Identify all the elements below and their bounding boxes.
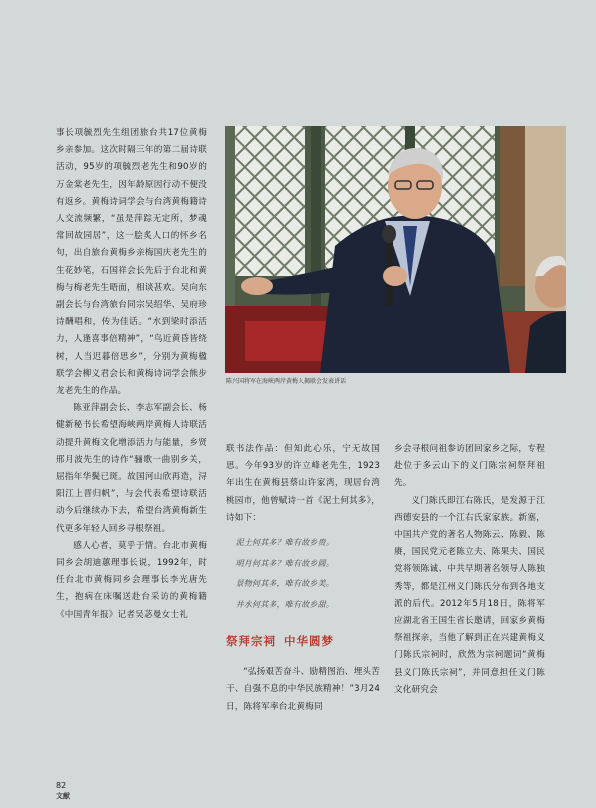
paragraph: 乡会寻根问祖参访团回家乡之际，专程赴位于多云山下的义门陈宗祠祭拜祖先。 [394,444,545,489]
paragraph: 感人心者，莫乎于情。台北市黄梅同乡会胡迪蕙理事长说，1992年，时任台北市黄梅同乡会理事长李光唐先生，抱病在床嘱送赴台采访的黄梅籍《中国青年报》记者吴苾曼女士礼 [56,540,207,620]
paragraph: “弘扬艰苦奋斗、励精图治、埋头苦干、自强不息的中华民族精神！”3月24日，陈将军率台北黄梅同 [226,667,380,712]
paragraph: 义门陈氏即江右陈氏，是发源于江西德安县的一个江右氏家家族。新塞，中国共产党的著名人物陈云、陈毅、陈赓，国民党元老陈立夫、陈果夫、国民党将领陈诚、中共早期著名领导人陈独秀等，都是江州义门陈氏分布到各地支派的后代。2012年5月18日，陈将军应湖北省王国生省长邀请，回家乡黄梅祭祖探亲，当他了解到正在兴建黄梅义门陈氏宗祠时，欣然为宗祠题词“黄梅县义门陈氏宗祠”，并同意担任义门陈文化研究会 [394,495,545,695]
section-heading-part-2: 中华圆梦 [284,634,334,649]
poem-line: 景物何其多，唯有故乡美。 [235,579,334,589]
speaker-photo [225,126,566,373]
paragraph: 联书法作品：但知此心乐，宁无故国思。今年93岁的许立峰老先生，1923年出生在黄梅县蔡山许家湾，现居台湾桃园市，他曾赋诗一首《泥土何其多》，诗如下： [226,444,380,523]
page-number: 82 [56,781,67,790]
photo-caption: 陈兴国将军在海峡两岸黄梅人揭联会发表讲话 [226,378,347,385]
photo-illustration [225,126,566,373]
poem-line: 泥土何其多？唯有故乡贵。 [235,538,334,548]
section-heading [226,633,380,650]
paragraph: 事长项毓烈先生组团旅台共17位黄梅乡亲参加。这次时隔三年的第二届诗联活动，95岁的项毓烈老先生和90岁的万金棠老先生，因年龄原因行动不便没有返乡。黄梅诗词学会与台湾黄梅籍诗人交流频繁，“虽是萍踪无定所，梦魂常回故园居”，这一脍炙人口的怀乡名句，出自旅台黄梅乡亲梅国庆老先生的生花妙笔，石国祥会长先后于台北和黄梅与梅老先生晤面，相谈甚欢。吴向东副会长与台湾旅台同宗吴绍华、吴府珍诗酬唱和，传为佳话。“水到梁时添活力，人逢喜事倍精神”，“鸟近黄昏皆绕树，人当迟暮倍思乡”，分别为黄梅楹联学会柳义君会长和黄梅诗词学会熊步龙老先生的作品。 [56,128,207,397]
poem-line: 明月何其多？唯有故乡圆。 [235,558,334,568]
magazine-name: 文献 [56,791,70,800]
text-column-middle [226,441,380,716]
text-column-left [56,125,207,624]
text-column-right [394,441,545,699]
section-heading-part-1: 祭拜宗祠 [226,634,276,649]
poem-line: 井水何其多，唯有故乡甜。 [235,599,334,609]
poem [226,533,380,615]
paragraph: 陈亚萍副会长、李志军副会长、杨健新秘书长希望海峡两岸黄梅人诗联活动提升黄梅文化增添活力与能量，乡贤邢月波先生的诗作“骊歌一曲别乡关，屈指年华鬓已斑。故国河山欣再造，浔阳江上晋归帆”，与会代表希望诗联活动今后继续办下去，希望台湾黄梅新生代更多年轻人回乡寻根祭祖。 [56,403,207,534]
